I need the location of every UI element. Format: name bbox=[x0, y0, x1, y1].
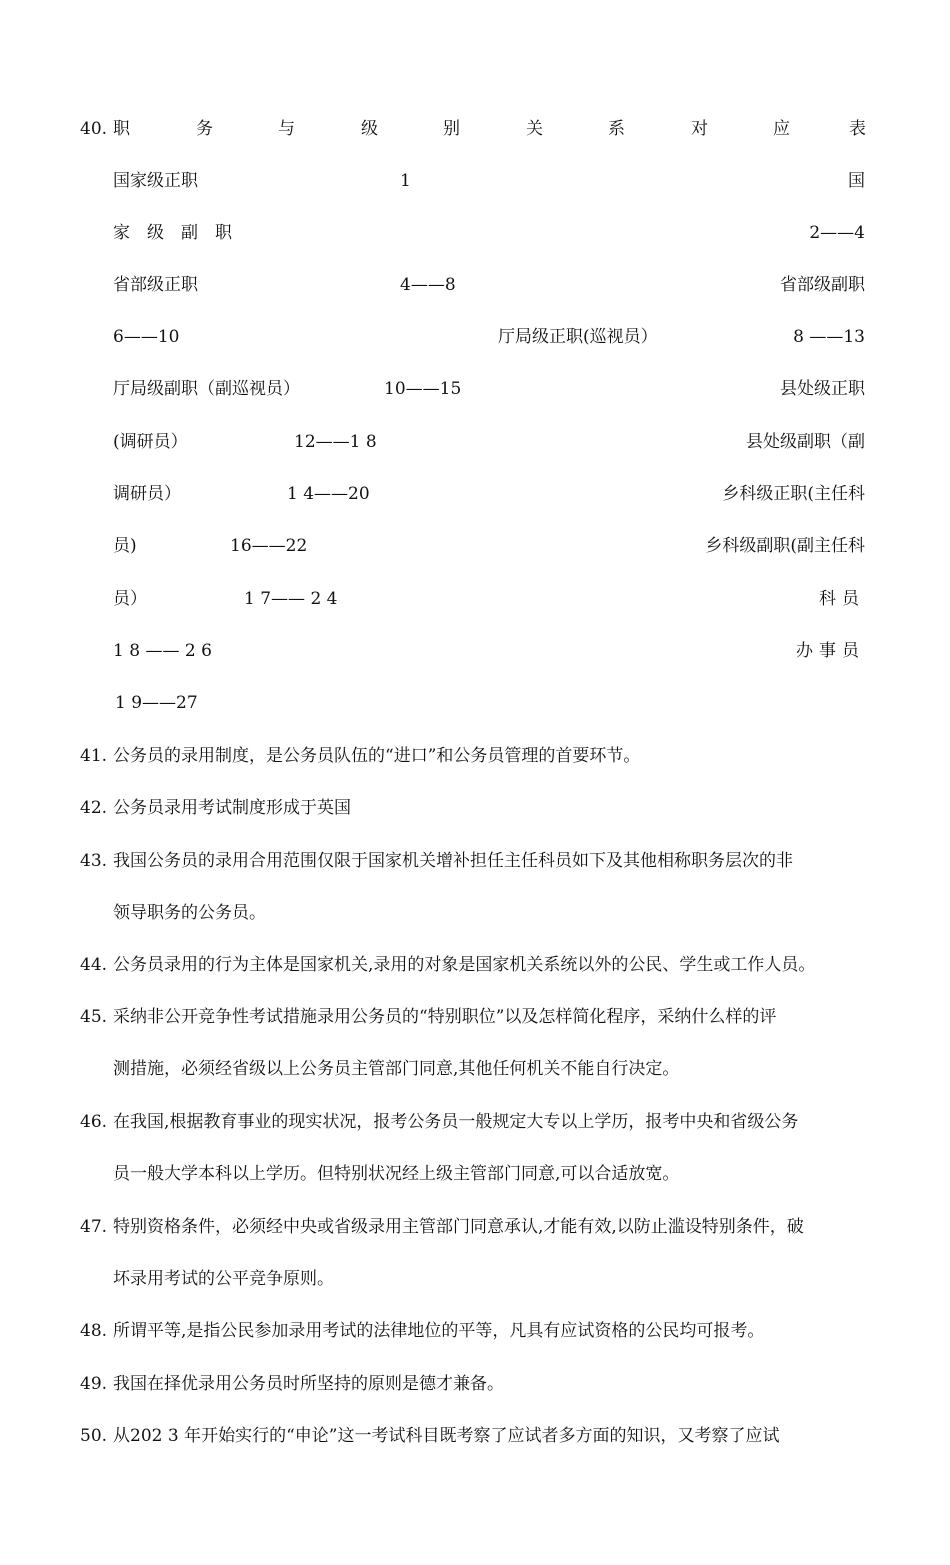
item-40-title-char: 表 bbox=[849, 119, 866, 139]
rank-table-cell: 员） bbox=[113, 589, 147, 609]
item-40-title-char: 与 bbox=[278, 119, 295, 139]
rank-table-cell: 8 ——13 bbox=[793, 327, 865, 347]
item-text-line: 公务员录用考试制度形成于英国 bbox=[113, 798, 351, 818]
rank-table-cell: 1 7—— 2 4 bbox=[244, 589, 338, 609]
rank-table-cell: 12——1 8 bbox=[294, 432, 377, 452]
item-40-title-char: 对 bbox=[691, 119, 708, 139]
item-text-line: 公务员的录用制度，是公务员队伍的“进口”和公务员管理的首要环节。 bbox=[113, 746, 641, 766]
rank-table-cell: 1 9——27 bbox=[115, 693, 198, 713]
item-text-line: 公务员录用的行为主体是国家机关,录用的对象是国家机关系统以外的公民、学生或工作人员。 bbox=[113, 955, 816, 975]
item-text-line: 采纳非公开竞争性考试措施录用公务员的“特别职位”以及怎样简化程序，采纳什么样的评 bbox=[113, 1007, 777, 1027]
item-40-title-char: 关 bbox=[526, 119, 543, 139]
item-40-title-char: 级 bbox=[361, 119, 378, 139]
item-text-line: 领导职务的公务员。 bbox=[113, 903, 266, 923]
rank-table-cell: 县处级正职 bbox=[780, 379, 865, 399]
item-number: 42. bbox=[80, 798, 108, 818]
item-text-line: 我国在择优录用公务员时所坚持的原则是德才兼备。 bbox=[113, 1374, 504, 1394]
item-40-title-char: 职 bbox=[113, 119, 130, 139]
item-number: 50. bbox=[80, 1426, 108, 1446]
item-number: 43. bbox=[80, 851, 108, 871]
item-text-line: 所谓平等,是指公民参加录用考试的法律地位的平等，凡具有应试资格的公民均可报考。 bbox=[113, 1321, 765, 1341]
rank-table-cell: 办事员 bbox=[796, 641, 865, 661]
item-text-line: 从202 3 年开始实行的“申论”这一考试科目既考察了应试者多方面的知识，又考察了应试 bbox=[113, 1426, 780, 1446]
item-text-line: 在我国,根据教育事业的现实状况，报考公务员一般规定大专以上学历，报考中央和省级公务 bbox=[113, 1112, 799, 1132]
rank-table-cell: 省部级正职 bbox=[113, 275, 198, 295]
rank-table-cell: 厅局级副职（副巡视员） bbox=[113, 379, 300, 399]
item-40-title-char: 别 bbox=[443, 119, 460, 139]
rank-table-cell: 1 8 —— 2 6 bbox=[113, 641, 212, 661]
item-text-line: 特别资格条件，必须经中央或省级录用主管部门同意承认,才能有效,以防止滥设特别条件，破 bbox=[113, 1217, 804, 1237]
rank-table-cell: 16——22 bbox=[230, 536, 308, 556]
item-number-40: 40. bbox=[80, 119, 108, 139]
item-text-line: 员一般大学本科以上学历。但特别状况经上级主管部门同意,可以合适放宽。 bbox=[113, 1164, 680, 1184]
item-number: 46. bbox=[80, 1112, 108, 1132]
rank-table-cell: 国家级正职 bbox=[113, 171, 198, 191]
item-text-line: 测措施，必须经省级以上公务员主管部门同意,其他任何机关不能自行决定。 bbox=[113, 1059, 680, 1079]
rank-table-cell: 县处级副职（副 bbox=[746, 432, 865, 452]
item-number: 47. bbox=[80, 1217, 108, 1237]
rank-table-cell: 乡科级副职(副主任科 bbox=[705, 536, 865, 556]
rank-table-cell: 2——4 bbox=[809, 223, 865, 243]
item-number: 49. bbox=[80, 1374, 108, 1394]
item-number: 41. bbox=[80, 746, 108, 766]
item-40-title-char: 应 bbox=[773, 119, 790, 139]
rank-table-cell: 国 bbox=[848, 171, 865, 191]
item-text-line: 我国公务员的录用合用范围仅限于国家机关增补担任主任科员如下及其他相称职务层次的非 bbox=[113, 851, 793, 871]
item-40-title-char: 务 bbox=[196, 119, 213, 139]
rank-table-cell: 调研员） bbox=[113, 484, 181, 504]
rank-table-cell: 省部级副职 bbox=[780, 275, 865, 295]
rank-table-cell: 科员 bbox=[819, 589, 865, 609]
rank-table-cell: 家 级 副 职 bbox=[113, 223, 232, 243]
item-number: 48. bbox=[80, 1321, 108, 1341]
rank-table-cell: 4——8 bbox=[400, 275, 456, 295]
rank-table-cell: 6——10 bbox=[113, 327, 180, 347]
rank-table-cell: (调研员） bbox=[113, 432, 188, 452]
rank-table-cell: 10——15 bbox=[384, 379, 462, 399]
rank-table-cell: 乡科级正职(主任科 bbox=[722, 484, 865, 504]
item-number: 44. bbox=[80, 955, 108, 975]
item-40-title-char: 系 bbox=[608, 119, 625, 139]
rank-table-cell: 1 4——20 bbox=[287, 484, 370, 504]
rank-table-cell: 1 bbox=[400, 171, 411, 191]
item-number: 45. bbox=[80, 1007, 108, 1027]
rank-table-cell: 员) bbox=[113, 536, 137, 556]
item-text-line: 坏录用考试的公平竞争原则。 bbox=[113, 1269, 334, 1289]
rank-table-cell: 厅局级正职(巡视员） bbox=[498, 327, 658, 347]
